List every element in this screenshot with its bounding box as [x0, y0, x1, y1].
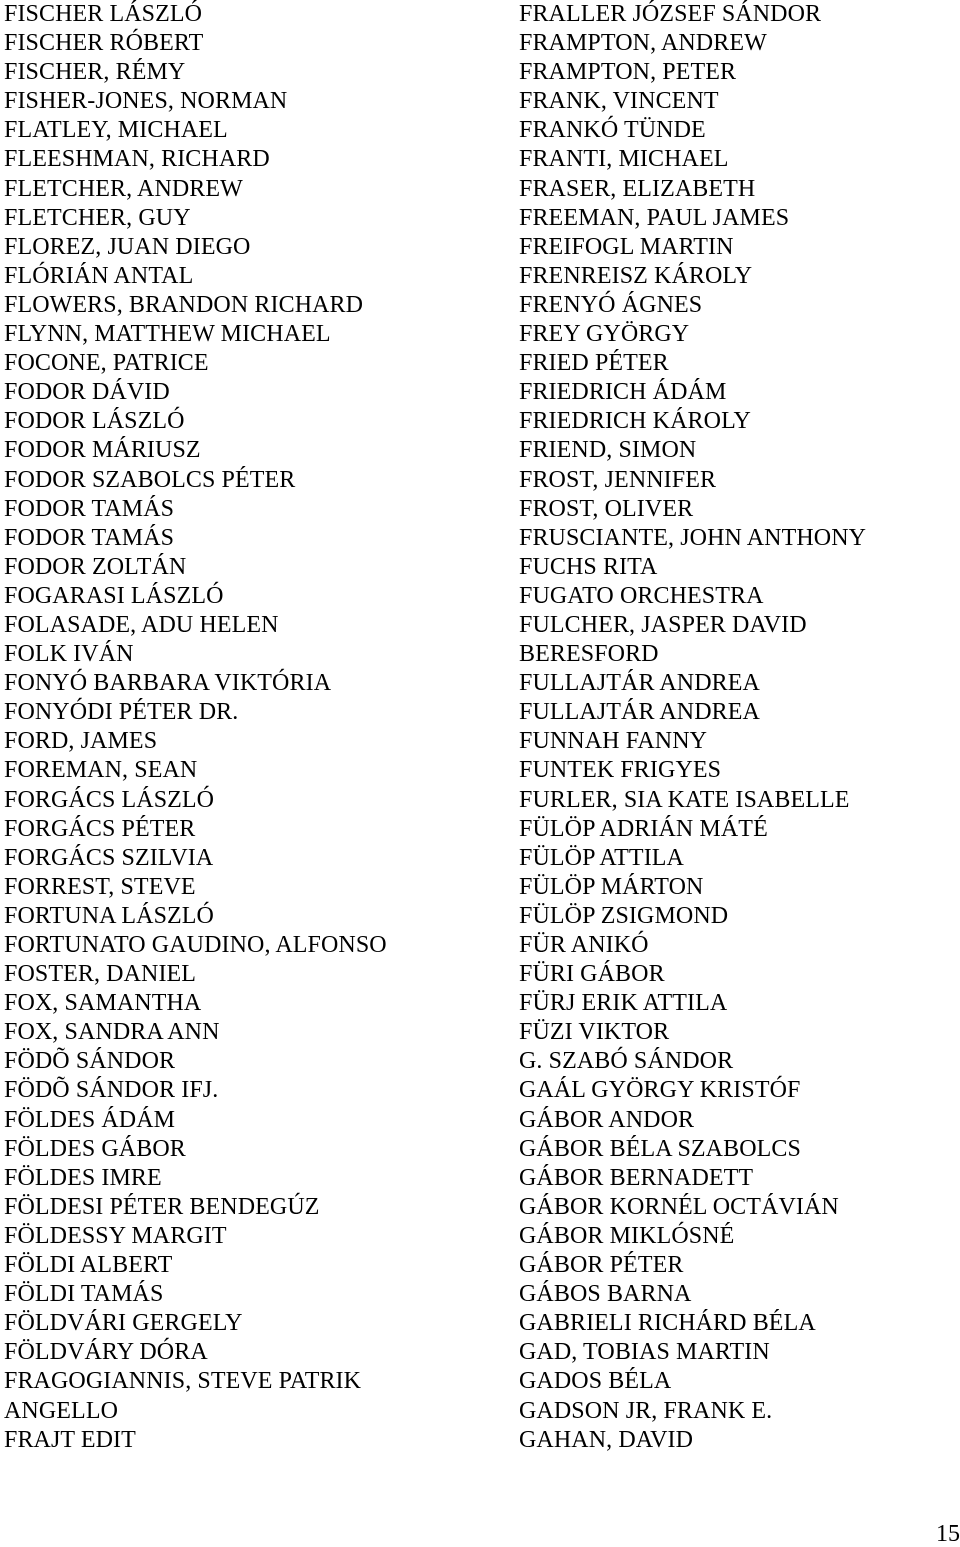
name-entry: FORREST, STEVE: [4, 873, 196, 900]
name-entry: FODOR TAMÁS: [4, 524, 175, 551]
name-entry: FOX, SANDRA ANN: [4, 1019, 220, 1046]
name-entry: FLEESHMAN, RICHARD: [4, 146, 270, 173]
name-entry: FÜLÖP MÁRTON: [519, 873, 704, 900]
name-entry: FRANK, VINCENT: [519, 88, 719, 115]
name-entry: FODOR SZABOLCS PÉTER: [4, 466, 296, 493]
name-entry: FLATLEY, MICHAEL: [4, 117, 228, 144]
name-entry: FRAGOGIANNIS, STEVE PATRIK: [4, 1368, 362, 1395]
name-entry: FLOWERS, BRANDON RICHARD: [4, 291, 364, 318]
name-entry: FORGÁCS LÁSZLÓ: [4, 786, 215, 813]
name-entry: FUCHS RITA: [519, 553, 658, 580]
name-entry: FODOR LÁSZLÓ: [4, 408, 185, 435]
name-entry: FULCHER, JASPER DAVID: [519, 611, 807, 638]
name-entry: FODOR MÁRIUSZ: [4, 437, 201, 464]
name-entry: FULLAJTÁR ANDREA: [519, 699, 760, 726]
name-entry: BERESFORD: [519, 641, 659, 668]
name-entry: FORGÁCS SZILVIA: [4, 844, 214, 871]
name-entry: FREY GYÖRGY: [519, 321, 690, 348]
name-entry: GÁBOS BARNA: [519, 1281, 692, 1308]
name-entry: FOREMAN, SEAN: [4, 757, 198, 784]
name-entry: FÜZI VIKTOR: [519, 1019, 670, 1046]
name-entry: FLYNN, MATTHEW MICHAEL: [4, 321, 331, 348]
name-entry: GADSON JR, FRANK E.: [519, 1397, 773, 1424]
name-entry: FRENREISZ KÁROLY: [519, 262, 753, 289]
name-entry: GÁBOR ANDOR: [519, 1106, 695, 1133]
name-entry: GÁBOR BÉLA SZABOLCS: [519, 1135, 801, 1162]
name-entry: FRAMPTON, PETER: [519, 59, 737, 86]
name-entry: FROST, OLIVER: [519, 495, 694, 522]
name-entry: FONYÓDI PÉTER DR.: [4, 699, 239, 726]
name-entry: FORTUNATO GAUDINO, ALFONSO: [4, 932, 387, 958]
name-entry: FOLK IVÁN: [4, 641, 134, 668]
name-entry: FRIED PÉTER: [519, 350, 669, 377]
name-entry: FÖLDESSY MARGIT: [4, 1222, 227, 1249]
name-entry: FRALLER JÓZSEF SÁNDOR: [519, 1, 822, 27]
name-entry: FÜRJ ERIK ATTILA: [519, 990, 728, 1017]
name-entry: FORD, JAMES: [4, 728, 158, 755]
name-entry: FÖLDESI PÉTER BENDEGÚZ: [4, 1193, 320, 1220]
name-entry: GAÁL GYÖRGY KRISTÓF: [519, 1077, 801, 1104]
name-entry: FISCHER LÁSZLÓ: [4, 1, 203, 27]
name-entry: FRIEND, SIMON: [519, 437, 697, 464]
name-entry: FÖLDI TAMÁS: [4, 1281, 164, 1308]
name-entry: FRIEDRICH KÁROLY: [519, 408, 751, 435]
name-entry: FUNNAH FANNY: [519, 728, 708, 755]
name-list-right-column: [519, 0, 959, 1455]
name-entry: FUNTEK FRIGYES: [519, 757, 722, 784]
name-entry: FLÓRIÁN ANTAL: [4, 262, 194, 289]
name-entry: GÁBOR PÉTER: [519, 1252, 684, 1279]
name-entry: FORTUNA LÁSZLÓ: [4, 902, 214, 929]
name-entry: FRUSCIANTE, JOHN ANTHONY: [519, 524, 867, 551]
name-entry: FOGARASI LÁSZLÓ: [4, 582, 224, 609]
name-entry: GABRIELI RICHÁRD BÉLA: [519, 1310, 816, 1337]
name-entry: FONYÓ BARBARA VIKTÓRIA: [4, 670, 332, 697]
name-entry: FÖDÕ SÁNDOR: [4, 1048, 176, 1075]
name-entry: FRIEDRICH ÁDÁM: [519, 379, 727, 406]
name-entry: FUGATO ORCHESTRA: [519, 582, 764, 609]
name-entry: GAD, TOBIAS MARTIN: [519, 1339, 770, 1366]
name-entry: FÜLÖP ZSIGMOND: [519, 902, 729, 929]
name-entry: FÖLDI ALBERT: [4, 1252, 173, 1279]
name-entry: FISCHER, RÉMY: [4, 59, 186, 86]
name-entry: FRANKÓ TÜNDE: [519, 117, 706, 144]
name-entry: FISHER-JONES, NORMAN: [4, 88, 288, 115]
name-entry: FÖLDVÁRI GERGELY: [4, 1310, 243, 1337]
name-entry: FISCHER RÓBERT: [4, 30, 204, 57]
name-entry: FÖLDES ÁDÁM: [4, 1106, 176, 1133]
name-entry: FRENYÓ ÁGNES: [519, 291, 703, 318]
name-entry: FREIFOGL MARTIN: [519, 233, 734, 260]
name-list-left-column: [4, 0, 504, 1455]
name-entry: FORGÁCS PÉTER: [4, 815, 196, 842]
name-entry: GÁBOR MIKLÓSNÉ: [519, 1222, 735, 1249]
name-entry: GAHAN, DAVID: [519, 1426, 694, 1453]
name-entry: FÜLÖP ATTILA: [519, 844, 684, 871]
name-entry: FOSTER, DANIEL: [4, 961, 197, 988]
name-entry: FROST, JENNIFER: [519, 466, 717, 493]
name-entry: FLETCHER, ANDREW: [4, 175, 243, 202]
name-entry: GÁBOR KORNÉL OCTÁVIÁN: [519, 1193, 839, 1220]
name-entry: FURLER, SIA KATE ISABELLE: [519, 786, 850, 813]
name-entry: FOX, SAMANTHA: [4, 990, 202, 1017]
name-entry: FLETCHER, GUY: [4, 204, 191, 231]
name-entry: FODOR ZOLTÁN: [4, 553, 187, 580]
name-entry: FÖDÕ SÁNDOR IFJ.: [4, 1077, 219, 1104]
name-entry: FÖLDVÁRY DÓRA: [4, 1339, 208, 1366]
name-entry: GÁBOR BERNADETT: [519, 1164, 754, 1191]
name-entry: FREEMAN, PAUL JAMES: [519, 204, 790, 231]
name-entry: FOCONE, PATRICE: [4, 350, 209, 377]
name-entry: GADOS BÉLA: [519, 1368, 672, 1395]
name-entry: FÖLDES IMRE: [4, 1164, 162, 1191]
name-entry: FLOREZ, JUAN DIEGO: [4, 233, 251, 260]
page-number: 15: [936, 1521, 960, 1547]
name-entry: G. SZABÓ SÁNDOR: [519, 1048, 734, 1075]
name-entry: FODOR TAMÁS: [4, 495, 175, 522]
name-entry: FÜRI GÁBOR: [519, 961, 665, 988]
name-entry: FÜLÖP ADRIÁN MÁTÉ: [519, 815, 768, 842]
name-entry: ANGELLO: [4, 1397, 119, 1424]
name-entry: FRAMPTON, ANDREW: [519, 30, 767, 57]
name-entry: FULLAJTÁR ANDREA: [519, 670, 760, 697]
name-entry: FÜR ANIKÓ: [519, 932, 649, 958]
name-entry: FRANTI, MICHAEL: [519, 146, 729, 173]
name-entry: FRASER, ELIZABETH: [519, 175, 756, 202]
name-entry: FOLASADE, ADU HELEN: [4, 611, 279, 638]
name-entry: FÖLDES GÁBOR: [4, 1135, 186, 1162]
name-entry: FRAJT EDIT: [4, 1426, 136, 1453]
name-entry: FODOR DÁVID: [4, 379, 170, 406]
